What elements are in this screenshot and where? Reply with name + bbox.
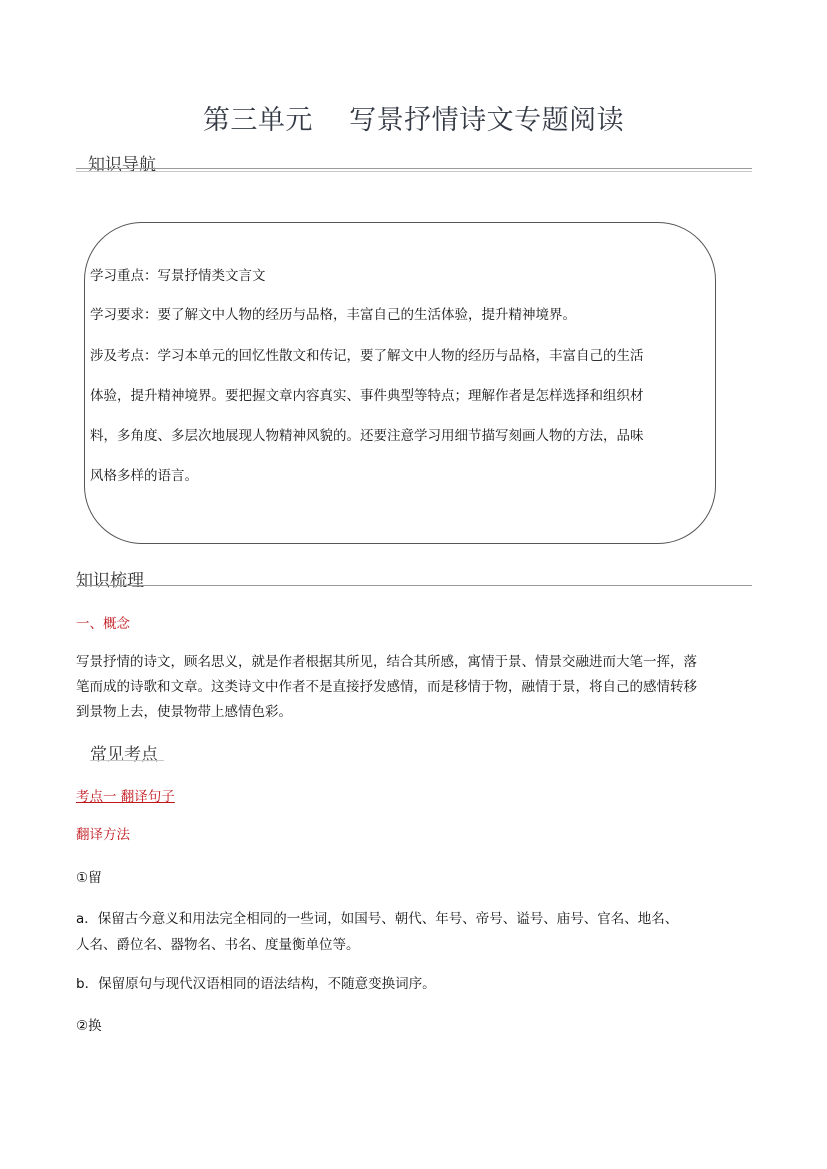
section-heading-knowledge-nav: 知识导航 [88, 155, 156, 175]
page-title: 第三单元 写景抒情诗文专题阅读 [202, 105, 625, 136]
section-divider [76, 168, 752, 169]
concept-heading: 一、概念 [76, 616, 130, 632]
exam-points-line: 涉及考点：学习本单元的回忆性散文和传记，要了解文中人物的经历与品格，丰富自己的生活 [90, 348, 644, 364]
keep-heading: ①留 [76, 870, 102, 886]
translation-method-heading: 翻译方法 [76, 827, 130, 843]
section-heading-knowledge-sort: 知识梳理 [76, 571, 144, 591]
exam-points-line: 料，多角度、多层次地展现人物精神风貌的。还要注意学习用细节描写刻画人物的方法，品味 [90, 428, 644, 444]
section-divider [76, 585, 752, 586]
keep-rule-b: b．保留原句与现代汉语相同的语法结构，不随意变换词序。 [76, 976, 436, 992]
concept-text-line: 写景抒情的诗文，顾名思义，就是作者根据其所见，结合其所感，寓情于景、情景交融进而大笔一挥，落 [76, 654, 697, 670]
swap-heading: ②换 [76, 1018, 102, 1034]
keep-rule-a-line: 人名、爵位名、器物名、书名、度量衡单位等。 [76, 937, 360, 953]
section-divider-secondary [76, 171, 752, 172]
common-points-heading: 常见考点 [90, 745, 158, 765]
learning-focus: 学习重点：写景抒情类文言文 [90, 268, 266, 284]
heading-underline [90, 760, 164, 761]
concept-text-line: 笔而成的诗歌和文章。这类诗文中作者不是直接抒发感情，而是移情于物，融情于景，将自己的感情转移 [76, 679, 697, 695]
exam-points-line: 风格多样的语言。 [90, 468, 198, 484]
exam-points-line: 体验，提升精神境界。要把握文章内容真实、事件典型等特点；理解作者是怎样选择和组织材 [90, 388, 644, 404]
point-one-heading: 考点一 翻译句子 [76, 789, 175, 805]
learning-requirement: 学习要求：要了解文中人物的经历与品格，丰富自己的生活体验，提升精神境界。 [90, 307, 576, 323]
concept-text-line: 到景物上去，使景物带上感情色彩。 [76, 704, 292, 720]
keep-rule-a-line: a．保留古今意义和用法完全相同的一些词，如国号、朝代、年号、帝号、谥号、庙号、官名、地名、 [76, 911, 679, 927]
